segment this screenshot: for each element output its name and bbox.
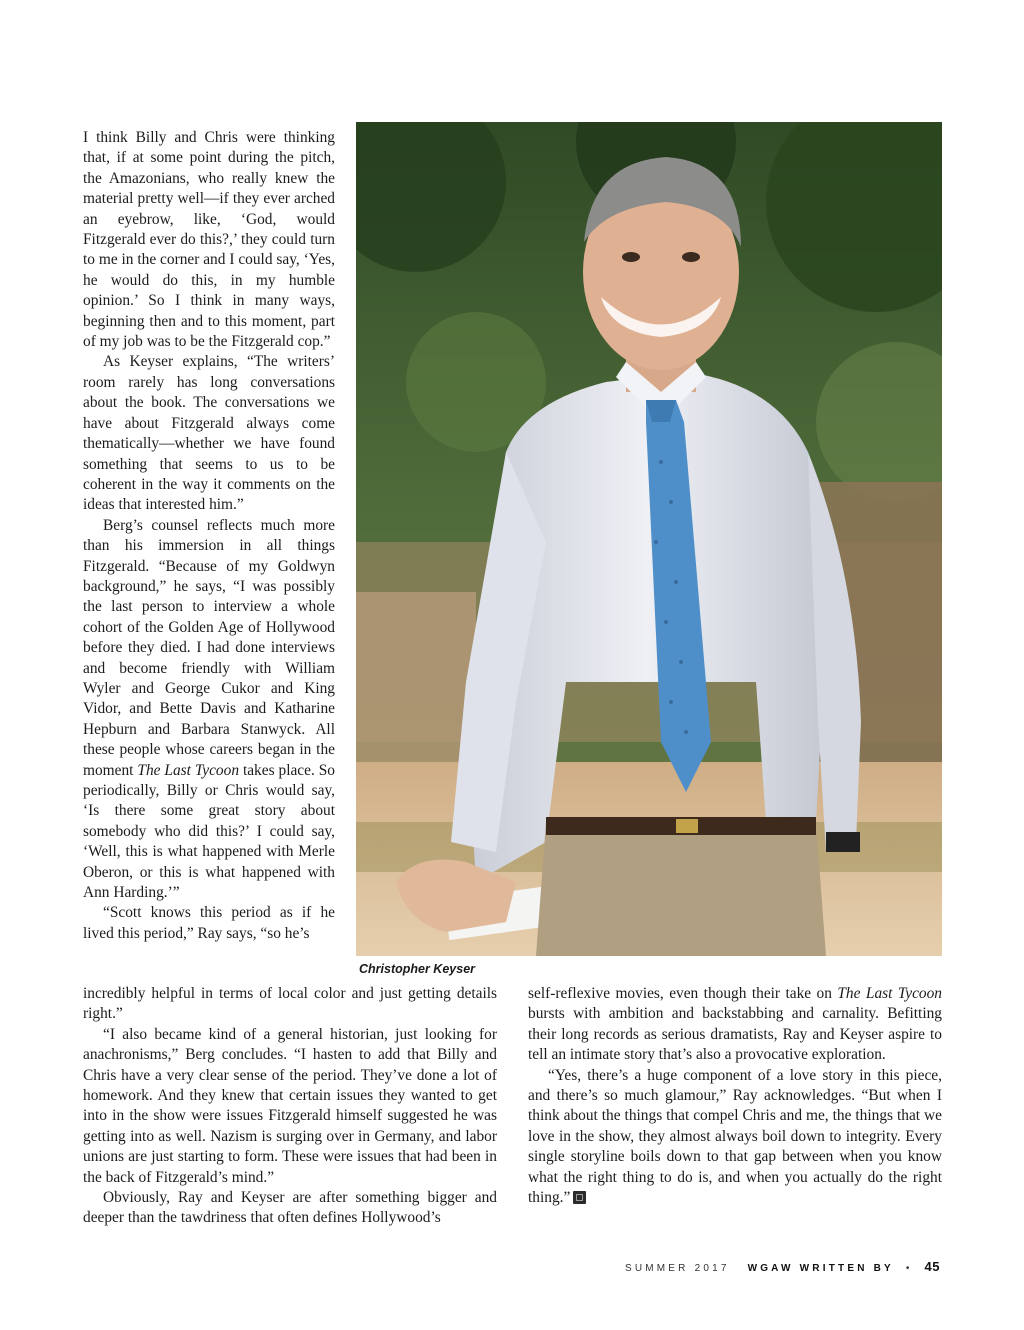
photo-caption: Christopher Keyser bbox=[359, 962, 476, 976]
paragraph bbox=[83, 516, 335, 904]
paragraph-text: takes place. So periodically, Billy or Chris would say, ‘Is there some great story about somebody who did this?’ I could say, ‘Well, this is what happened with Merle Oberon, or this is what happened with Ann Harding.’” bbox=[83, 761, 335, 902]
paragraph-text: bursts with ambition and backstabbing and carnality. Befitting their long records as serious dramatists, Ray and Keyser aspire to tell an intimate story that’s also a provocative exploration. bbox=[528, 1005, 942, 1064]
article-column-left-top bbox=[83, 128, 335, 944]
footer-publication: WGAW WRITTEN BY bbox=[747, 1263, 894, 1274]
page-footer bbox=[625, 1259, 940, 1274]
article-column-left-bottom bbox=[83, 984, 497, 1229]
photo-christopher-keyser bbox=[356, 122, 942, 956]
paragraph: I think Billy and Chris were thinking that, if at some point during the pitch, the Amazonians, who really knew the material pretty well—if they ever arched an eyebrow, like, ‘God, would Fitzgerald ever do this?,’ they could turn to me in the corner and I could say, ‘Yes, he would do this, in my humble opinion.’ So I think in many ways, beginning then and to this moment, part of my job was to be the Fitzgerald cop.” bbox=[83, 129, 335, 351]
paragraph: “Scott knows this period as if he lived this period,” Ray says, “so he’s bbox=[83, 904, 335, 942]
paragraph-text: “Yes, there’s a huge component of a love story in this piece, and there’s so much glamour,” Ray acknowledges. “But when I think about the things that compel Chris and me, the things that we love in the show, they almost always boil down to integrity. Every single storyline boils down to that gap between when you know what the right thing to do is, and when you actually do the right thing.” bbox=[528, 1066, 942, 1207]
paragraph: As Keyser explains, “The writers’ room rarely has long conversations about the book. The conversations we have about Fitzgerald always come thematically—whether we have found something that seems to us to be coherent in the way it comments on the ideas that interested him.” bbox=[83, 353, 335, 514]
article-column-right-bottom bbox=[528, 984, 942, 1208]
title-italic: The Last Tycoon bbox=[137, 761, 240, 779]
end-mark-icon bbox=[573, 1191, 586, 1204]
title-italic: The Last Tycoon bbox=[837, 985, 942, 1002]
portrait-illustration bbox=[356, 122, 942, 956]
footer-issue: SUMMER 2017 bbox=[624, 1263, 730, 1274]
footer-bullet: • bbox=[905, 1263, 913, 1274]
paragraph: incredibly helpful in terms of local color and just getting details right.” bbox=[83, 985, 497, 1023]
paragraph-text: self-reflexive movies, even though their take on bbox=[528, 985, 832, 1002]
paragraph: “I also became kind of a general historian, just looking for anachronisms,” Berg concludes. “I hasten to add that Billy and Chris have a very clear sense of the period. They’ve done a lot of homework. And they knew that certain issues they wanted to get into in the show were issues Fitzgerald himself suggested he was getting into as well. Nazism is surging over in Germany, and labor unions are just starting to form. These were issues that had been in the back of Fitzgerald’s mind.” bbox=[83, 1025, 497, 1186]
page-number: 45 bbox=[924, 1259, 940, 1274]
paragraph: Obviously, Ray and Keyser are after something bigger and deeper than the tawdriness that often defines Hollywood’s bbox=[83, 1189, 497, 1227]
paragraph-text: Berg’s counsel reflects much more than his immersion in all things Fitzgerald. “Because of my Goldwyn background,” he says, “I was possibly the last person to interview a whole cohort of the Golden Age of Hollywood before they died. I had done interviews and become friendly with William Wyler and George Cukor and King Vidor, and Bette Davis and Katharine Hepburn and Barbara Stanwyck. All these people whose careers began in the moment bbox=[83, 516, 335, 779]
paragraph bbox=[528, 984, 942, 1066]
paragraph bbox=[528, 1066, 942, 1209]
